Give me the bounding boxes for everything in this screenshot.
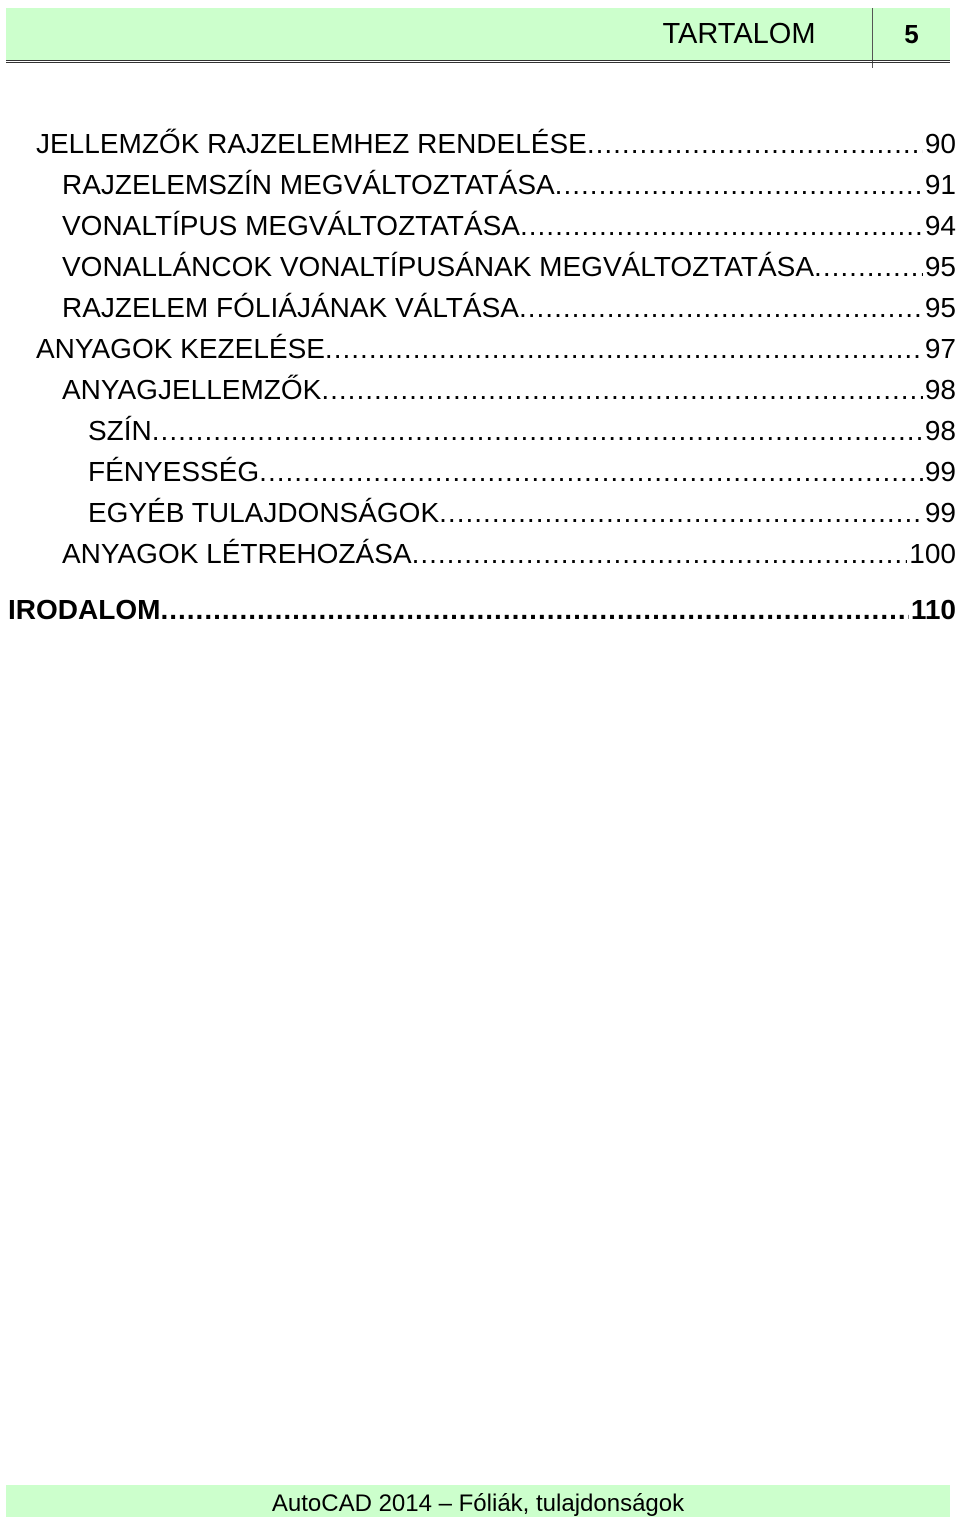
header-rule bbox=[6, 60, 950, 63]
toc-leader bbox=[412, 534, 908, 574]
toc-leader bbox=[439, 493, 923, 533]
footer-text: AutoCAD 2014 – Fóliák, tulajdonságok bbox=[271, 1490, 685, 1517]
toc-entry[interactable] bbox=[62, 370, 956, 410]
toc-leader bbox=[259, 452, 923, 492]
toc-leader bbox=[321, 370, 923, 410]
toc-entry[interactable] bbox=[88, 411, 956, 451]
toc-entry-label: EGYÉB TULAJDONSÁGOK bbox=[88, 497, 440, 528]
toc-leader bbox=[325, 329, 923, 369]
toc-entry-page: 95 bbox=[924, 251, 956, 282]
header-page-number: 5 bbox=[904, 19, 919, 49]
toc-leader bbox=[814, 247, 923, 287]
toc-entry[interactable] bbox=[62, 247, 956, 287]
toc-entry-label: JELLEMZŐK RAJZELEMHEZ RENDELÉSE bbox=[36, 128, 587, 159]
toc-entry-page: 99 bbox=[924, 456, 956, 487]
toc-entry[interactable] bbox=[62, 534, 956, 574]
toc-entry-page: 91 bbox=[924, 169, 956, 200]
header-title: TARTALOM bbox=[662, 18, 816, 50]
toc-entry-page: 97 bbox=[924, 333, 956, 364]
toc-entry-page: 110 bbox=[910, 594, 956, 625]
page-footer bbox=[6, 1485, 950, 1517]
toc-entry-label: VONALLÁNCOK VONALTÍPUSÁNAK MEGVÁLTOZTATÁSA bbox=[62, 251, 815, 282]
toc-entry-label: RAJZELEM FÓLIÁJÁNAK VÁLTÁSA bbox=[62, 292, 519, 323]
toc-entry-page: 95 bbox=[924, 292, 956, 323]
toc-entry-page: 94 bbox=[924, 210, 956, 241]
toc-entry[interactable] bbox=[88, 452, 956, 492]
toc-entry[interactable] bbox=[62, 288, 956, 328]
toc-leader bbox=[520, 206, 923, 246]
toc-entry-label: ANYAGOK KEZELÉSE bbox=[36, 333, 325, 364]
toc-entry[interactable] bbox=[62, 206, 956, 246]
toc-entry-label: ANYAGOK LÉTREHOZÁSA bbox=[62, 538, 412, 569]
toc-leader bbox=[555, 165, 923, 205]
toc-entry-page: 100 bbox=[909, 538, 956, 569]
toc-entry-label: RAJZELEMSZÍN MEGVÁLTOZTATÁSA bbox=[62, 169, 555, 200]
toc-entry-page: 98 bbox=[924, 415, 956, 446]
toc-leader bbox=[160, 590, 908, 630]
page-header bbox=[6, 8, 950, 60]
toc-entry-page: 98 bbox=[924, 374, 956, 405]
toc-leader bbox=[519, 288, 923, 328]
toc-entry-label: VONALTÍPUS MEGVÁLTOZTATÁSA bbox=[62, 210, 520, 241]
toc-entry[interactable] bbox=[88, 493, 956, 533]
toc-entry[interactable] bbox=[62, 165, 956, 205]
toc-leader bbox=[152, 411, 923, 451]
toc-leader bbox=[587, 124, 923, 164]
toc-entry-label: FÉNYESSÉG bbox=[88, 456, 260, 487]
toc-entry-label: ANYAGJELLEMZŐK bbox=[62, 374, 322, 405]
toc-entry-label: IRODALOM bbox=[8, 594, 161, 625]
toc-entry[interactable] bbox=[36, 124, 956, 164]
toc-entry[interactable] bbox=[36, 329, 956, 369]
toc-entry-label: SZÍN bbox=[88, 415, 152, 446]
toc-entry-chapter[interactable] bbox=[8, 590, 956, 630]
toc-entry-page: 99 bbox=[924, 497, 956, 528]
toc-entry-page: 90 bbox=[924, 128, 956, 159]
